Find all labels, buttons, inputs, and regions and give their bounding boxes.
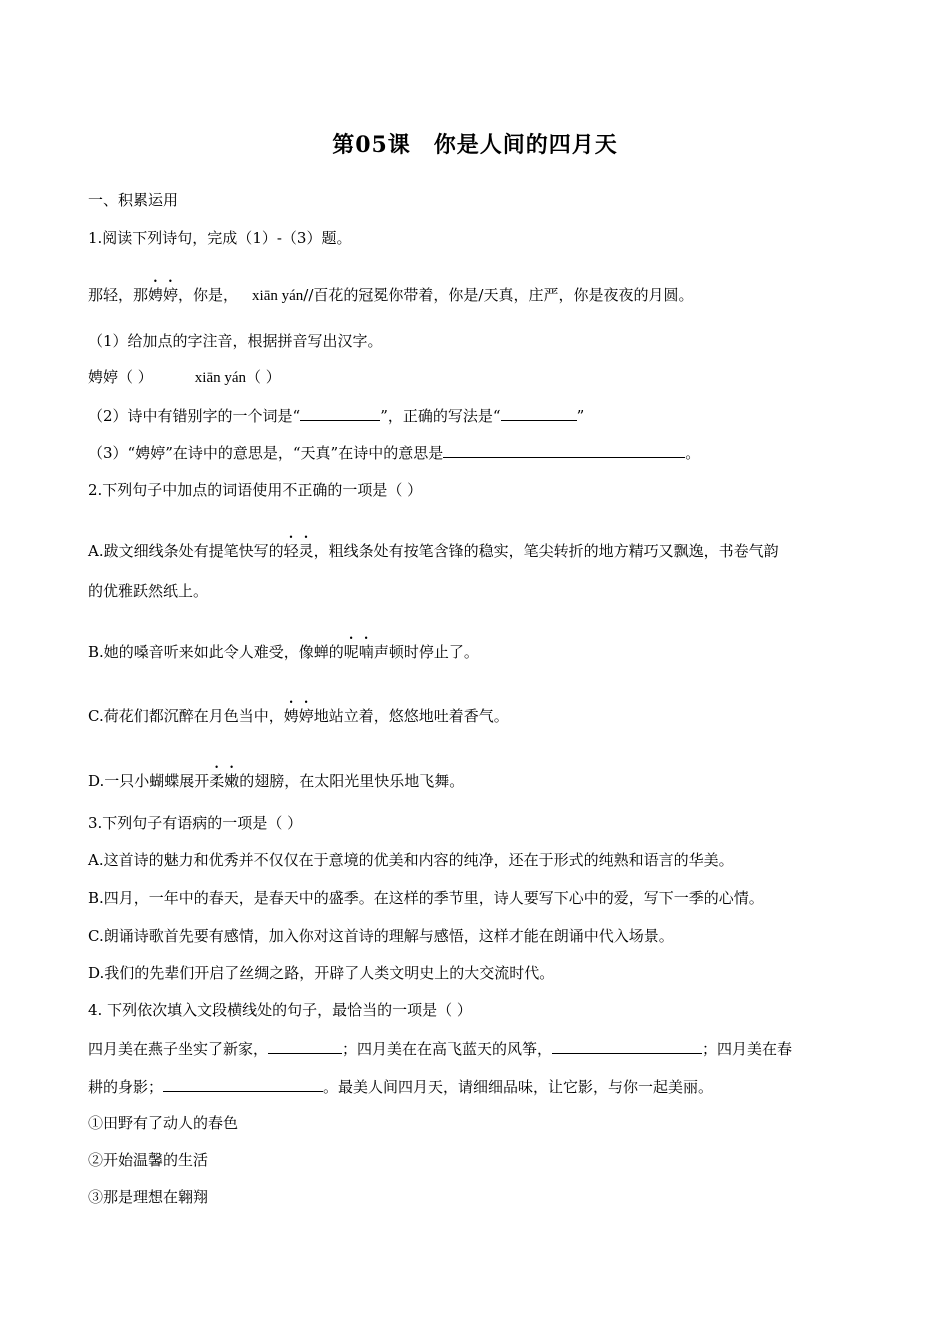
question-2-option-b (88, 634, 479, 662)
question-1-sub1: （1）给加点的字注音，根据拼音写出汉字。 (88, 332, 383, 350)
dotted-word: 柔嫩 (209, 772, 240, 790)
question-1-sub3 (88, 442, 700, 463)
question-1-sub2 (88, 405, 584, 426)
option-text: B.她的嗓音听来如此令人难受，像蝉的 (88, 643, 344, 661)
option-text: C.荷花们都沉醉在月色当中， (88, 707, 284, 725)
answer-blank[interactable] (552, 1038, 702, 1054)
question-3-prompt: 3.下列句子有语病的一项是（ ） (88, 814, 303, 832)
answer-blank[interactable] (443, 442, 685, 458)
question-2-option-d (88, 763, 464, 791)
answer-blank[interactable] (163, 1076, 323, 1092)
answer-blank[interactable] (300, 405, 380, 421)
answer-blank[interactable] (501, 405, 577, 421)
dotted-word: 娉婷 (148, 286, 179, 304)
sub1-pinyin: xiān yán (194, 370, 247, 386)
option-text: ，粗线条处有按笔含锋的稳实，笔尖转折的地方精巧又飘逸，书卷气韵 (313, 542, 779, 560)
question-4-passage-line1 (88, 1038, 792, 1059)
passage-text: 耕的身影； (88, 1078, 164, 1096)
question-2-option-a-cont: 的优雅跃然纸上。 (88, 582, 209, 600)
passage-text: 四月美在燕子坐实了新家， (88, 1040, 269, 1058)
sub2-text: ” (576, 407, 585, 425)
dotted-word: 轻灵 (283, 542, 314, 560)
sub2-text: ”，正确的写法是“ (380, 407, 501, 425)
question-3-option-c: C.朗诵诗歌首先要有感情，加入你对这首诗的理解与感悟，这样才能在朗诵中代入场景。 (88, 927, 674, 945)
poem-text: 那轻，那 (88, 286, 149, 304)
sub3-text: （3）“娉婷”在诗中的意思是，“天真”在诗中的意思是 (88, 444, 444, 462)
passage-text: ；四月美在在高飞蓝天的风筝， (342, 1040, 553, 1058)
section-heading: 一、积累运用 (88, 191, 179, 209)
question-4-passage-line2 (88, 1076, 713, 1097)
question-4-choice-3: ③那是理想在翱翔 (88, 1188, 209, 1206)
option-text: 的翅膀，在太阳光里快乐地飞舞。 (239, 772, 465, 790)
question-1-prompt: 1.阅读下列诗句，完成（1）-（3）题。 (88, 229, 352, 247)
answer-parens: （ ） (118, 368, 153, 386)
option-text: 声顿时停止了。 (373, 643, 479, 661)
question-1-sub1-answers (88, 367, 281, 388)
question-3-option-d: D.我们的先辈们开启了丝绸之路，开辟了人类文明史上的大交流时代。 (88, 964, 555, 982)
question-4-prompt: 4. 下列依次填入文段横线处的句子，最恰当的一项是（ ） (88, 1001, 472, 1019)
sub2-text: （2）诗中有错别字的一个词是“ (88, 407, 301, 425)
option-text: A.跋文细线条处有提笔快写的 (88, 542, 284, 560)
question-1-poem (88, 277, 693, 306)
question-2-prompt: 2.下列句子中加点的词语使用不正确的一项是（ ） (88, 481, 423, 499)
option-text: D.一只小蝴蝶展开 (88, 772, 210, 790)
poem-text: //百花的冠冕你带着，你是/天真，庄严，你是夜夜的月圆。 (303, 286, 694, 304)
question-2-option-a (88, 533, 779, 561)
answer-parens: （ ） (246, 368, 281, 386)
answer-blank[interactable] (268, 1038, 342, 1054)
passage-text: ；四月美在春 (702, 1040, 793, 1058)
poem-text: ，你是， (178, 286, 239, 304)
dotted-word: 娉婷 (283, 707, 314, 725)
passage-text: 。最美人间四月天，请细细品味，让它影，与你一起美丽。 (323, 1078, 714, 1096)
poem-pinyin: xiān yán (252, 288, 304, 304)
question-3-option-b: B.四月，一年中的春天，是春天中的盛季。在这样的季节里，诗人要写下心中的爱，写下一季的心情。 (88, 889, 764, 907)
sub3-text: 。 (685, 444, 701, 462)
question-3-option-a: A.这首诗的魅力和优秀并不仅仅在于意境的优美和内容的纯净，还在于形式的纯熟和语言的华美。 (88, 851, 734, 869)
question-2-option-c (88, 698, 509, 726)
page-title: 第05课 你是人间的四月天 (332, 132, 618, 158)
question-4-choice-1: ①田野有了动人的春色 (88, 1114, 239, 1132)
question-4-choice-2: ②开始温馨的生活 (88, 1151, 209, 1169)
option-text: 地站立着，悠悠地吐着香气。 (313, 707, 509, 725)
sub1-word: 娉婷 (88, 368, 119, 386)
dotted-word: 呢喃 (343, 643, 374, 661)
